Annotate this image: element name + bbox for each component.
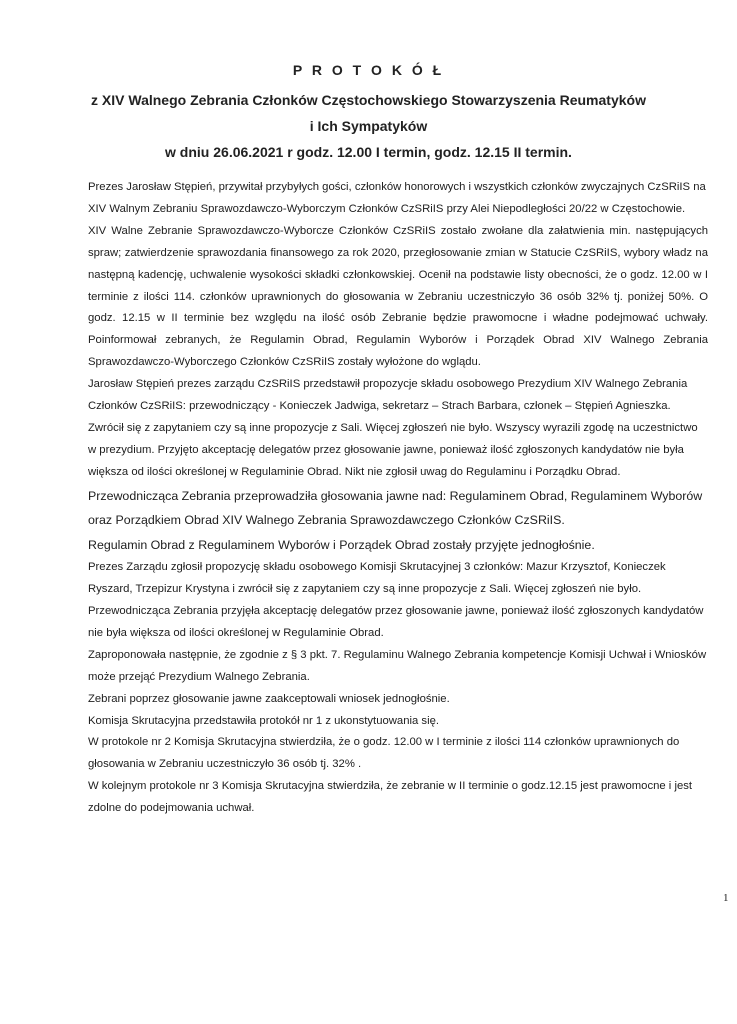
paragraph-welcome: Prezes Jarosław Stępień, przywitał przybyłych gości, członków honorowych i wszystkich członków zwyczajnych CzSRiIS na XIV Walnym Zebraniu Sprawozdawczo-Wyborczym Członków CzSRiIS przy Alei Niepodległości 20/22 w Częstochowie.	[88, 181, 706, 215]
document-date-line: w dniu 26.06.2021 r godz. 12.00 I termin, godz. 12.15 II termin.	[165, 144, 572, 160]
document-body	[88, 177, 708, 820]
paragraph-protocol-1: Komisja Skrutacyjna przedstawiła protokół nr 1 z ukonstytuowania się.	[88, 714, 439, 727]
paragraph-votes: Przewodnicząca Zebrania przeprowadziła głosowania jawne nad: Regulaminem Obrad, Regulaminem Wyborów oraz Porządkiem Obrad XIV Walnego Zebrania Sprawozdawczego Członków CzSRiIS.	[88, 488, 703, 528]
document-subtitle-line2: i Ich Sympatyków	[309, 118, 428, 134]
document-title: P R O T O K Ó Ł	[292, 62, 445, 78]
paragraph-presidium: Jarosław Stępień prezes zarządu CzSRiIS przedstawił propozycje składu osobowego Prezydium XIV Walnego Zebrania Członków CzSRiIS: przewodniczący - Konieczek Jadwiga, sekretarz – Strach Barbara, członek – Stępień Agnieszka. Zwrócił się z zapytaniem czy są inne propozycje z Sali. Więcej zgłoszeń nie było. Wszyscy wyrazili zgodę na uczestnictwo w prezydium. Przyjęto akceptację delegatów przez głosowanie jawne, ponieważ ilość zgłoszonych kandydatów nie była większa od ilości określonej w Regulaminie Obrad. Nikt nie zgłosił uwag do Regulaminu i Porządku Obrad.	[88, 378, 698, 478]
paragraph-agenda: XIV Walne Zebranie Sprawozdawczo-Wyborcze Członków CzSRiIS zostało zwołane dla załatwienia min. następujących spraw; zatwierdzenie sprawozdania finansowego za rok 2020, przegłosowanie zmian w Statucie CzSRiIS, wybory władz na następną kadencję, uchwalenie wysokości składki członkowskiej. Ocenił na podstawie listy obecności, że o godz. 12.00 w I terminie z ilości 114. członków uprawnionych do głosowania w Zebraniu uczestniczyło 36 osób 32% tj. poniżej 50%. O godz. 12.15 w II terminie bez względu na ilość osób Zebranie będzie prawomocne i władne podejmować uchwały. Poinformował zebranych, że Regulamin Obrad, Regulamin Wyborów i Porządek Obrad XIV Walnego Zebrania Sprawozdawczo-Wyborczego Członków CzSRiIS zostały wyłożone do wglądu.	[88, 224, 708, 369]
page-number: 1	[723, 892, 729, 904]
paragraph-protocol-2: W protokole nr 2 Komisja Skrutacyjna stwierdziła, że o godz. 12.00 w I terminie z ilości 114 członków uprawnionych do głosowania w Zebraniu uczestniczyło 36 osób tj. 32% .	[88, 736, 680, 771]
paragraph-commission: Prezes Zarządu zgłosił propozycję składu osobowego Komisji Skrutacyjnej 3 członków: Mazur Krzysztof, Konieczek Ryszard, Trzepizur Krystyna i zwrócił się z zapytaniem czy są inne propozycje z Sali. Więcej zgłoszeń nie było.	[88, 561, 666, 596]
document-subtitle-line1: z XIV Walnego Zebrania Członków Częstochowskiego Stowarzyszenia Reumatyków	[91, 92, 646, 108]
paragraph-vote-result: Zebrani poprzez głosowanie jawne zaakceptowali wniosek jednogłośnie.	[88, 692, 450, 705]
paragraph-accepted: Regulamin Obrad z Regulaminem Wyborów i Porządek Obrad zostały przyjęte jednogłośnie.	[88, 537, 595, 552]
paragraph-proposal: Zaproponowała następnie, że zgodnie z § 3 pkt. 7. Regulaminu Walnego Zebrania kompetencje Komisji Uchwał i Wniosków może przejąć Prezydium Walnego Zebrania.	[88, 648, 707, 683]
paragraph-acceptance: Przewodnicząca Zebrania przyjęła akceptację delegatów przez głosowanie jawne, ponieważ ilość zgłoszonych kandydatów nie była większa od ilości określonej w Regulaminie Obrad.	[88, 605, 704, 639]
paragraph-protocol-3: W kolejnym protokole nr 3 Komisja Skrutacyjna stwierdziła, że zebranie w II terminie o godz.12.15 jest prawomocne i jest zdolne do podejmowania uchwał.	[88, 780, 693, 815]
